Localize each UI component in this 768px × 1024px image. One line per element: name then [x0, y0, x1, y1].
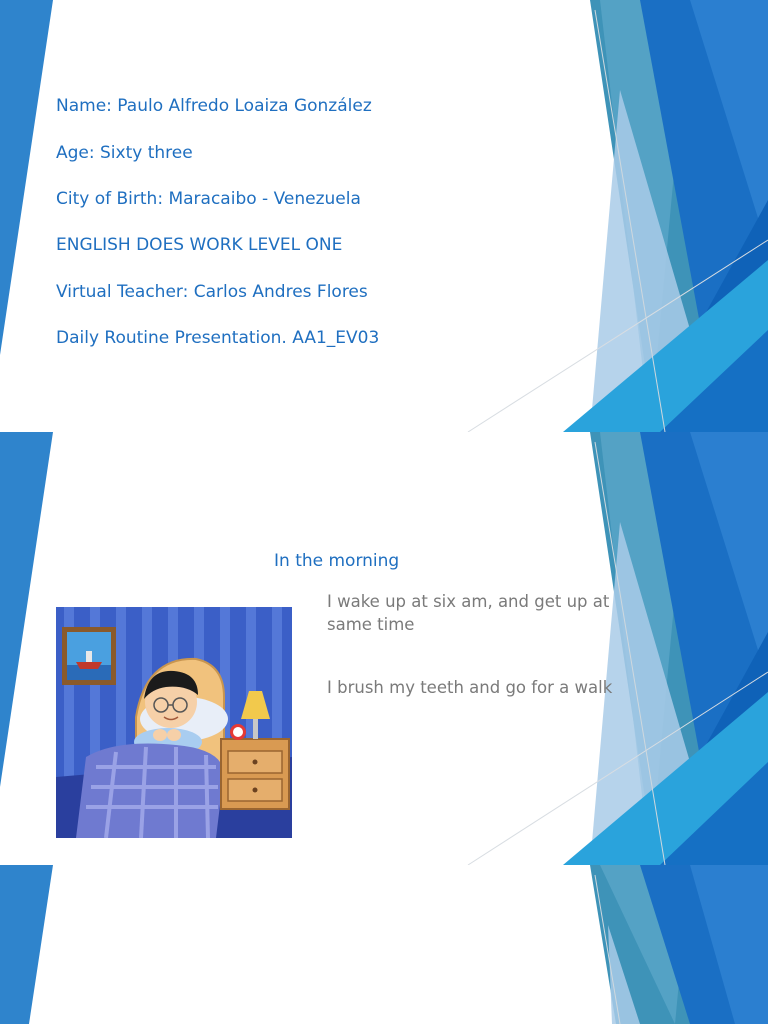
slide-title: In the morning: [274, 551, 400, 571]
student-name: Name: Paulo Alfredo Loaiza González: [56, 96, 372, 116]
course-name: ENGLISH DOES WORK LEVEL ONE: [56, 235, 343, 255]
student-age: Age: Sixty three: [56, 143, 193, 163]
bullet-wake-up: I wake up at six am, and get up at same time: [327, 592, 610, 634]
slide-3: [0, 865, 768, 1024]
slide-decoration: [0, 865, 768, 1024]
sleeping-boy-illustration: [56, 607, 292, 838]
slide-decoration: [0, 0, 768, 432]
presentation-title: Daily Routine Presentation. AA1_EV03: [56, 328, 380, 348]
bullet-brush-teeth: I brush my teeth and go for a walk: [327, 678, 613, 697]
city-of-birth: City of Birth: Maracaibo - Venezuela: [56, 189, 361, 209]
slide-1: [0, 0, 768, 432]
slide-2: [0, 432, 768, 865]
teacher-name: Virtual Teacher: Carlos Andres Flores: [56, 282, 368, 302]
